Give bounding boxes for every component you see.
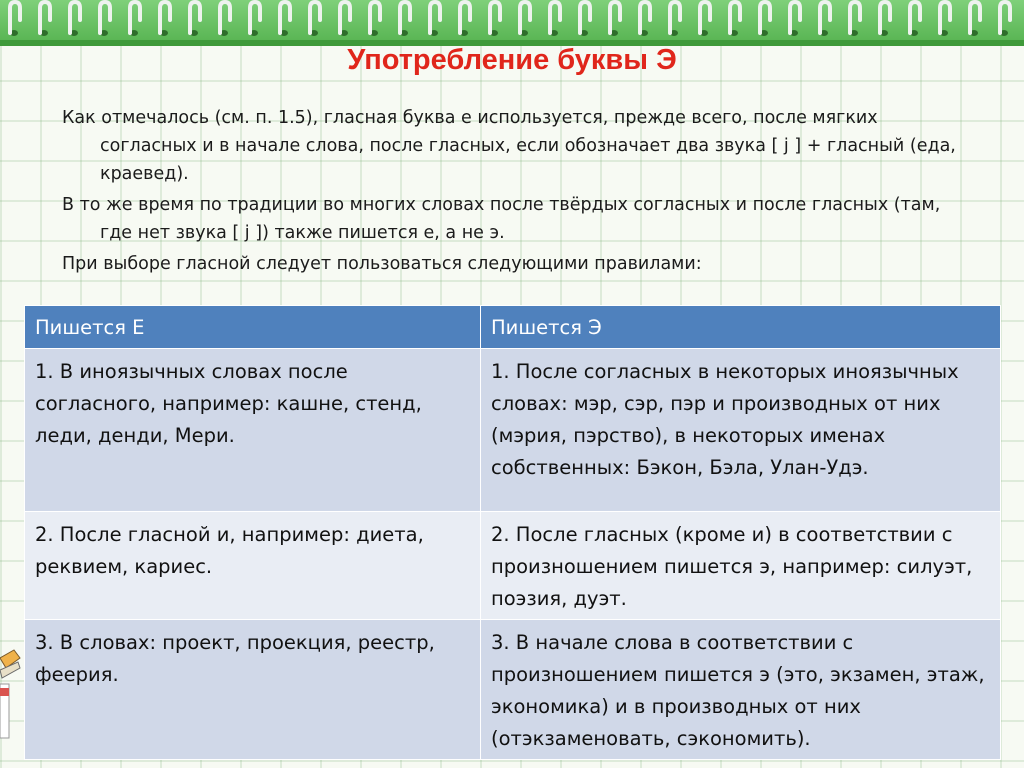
header-pishetsya-e: Пишется Е bbox=[25, 306, 481, 349]
spiral-ring bbox=[310, 2, 320, 33]
table-cell: 1. После согласных в некоторых иноязычных словах: мэр, сэр, пэр и производных от них (мэрия, пэрство), в некоторых именах собственных: Бэкон, Бэла, Улан-Удэ. bbox=[481, 349, 1001, 512]
intro-paragraph-3: При выборе гласной следует пользоваться следующими правилами: bbox=[62, 254, 702, 274]
spiral-ring bbox=[670, 2, 680, 33]
spiral-ring bbox=[940, 2, 950, 33]
spiral-ring bbox=[820, 2, 830, 33]
intro-text bbox=[62, 104, 974, 281]
spiral-ring bbox=[190, 2, 200, 33]
table-cell: 2. После гласной и, например: диета, реквием, кариес. bbox=[25, 512, 481, 620]
spiral-ring bbox=[70, 2, 80, 33]
spiral-ring bbox=[760, 2, 770, 33]
slide-title: Употребление буквы Э bbox=[347, 44, 677, 76]
table-cell: 2. После гласных (кроме и) в соответствии с произношением пишется э, например: силуэт, поэзия, дуэт. bbox=[481, 512, 1001, 620]
spiral-ring bbox=[340, 2, 350, 33]
spiral-ring bbox=[430, 2, 440, 33]
spiral-ring bbox=[1000, 2, 1010, 33]
spiral-ring bbox=[130, 2, 140, 33]
spelling-rules-table bbox=[24, 305, 1001, 760]
spiral-ring bbox=[970, 2, 980, 33]
spiral-ring bbox=[700, 2, 710, 33]
spiral-ring bbox=[640, 2, 650, 33]
spiral-ring bbox=[910, 2, 920, 33]
spiral-ring bbox=[580, 2, 590, 33]
table-row bbox=[25, 620, 1001, 760]
spiral-ring bbox=[220, 2, 230, 33]
spiral-ring bbox=[730, 2, 740, 33]
table-cell: 3. В начале слова в соответствии с произношением пишется э (это, экзамен, этаж, экономика) и в производных от них (отэкзаменовать, сэкономить). bbox=[481, 620, 1001, 760]
intro-paragraph-1: Как отмечалось (см. п. 1.5), гласная буква е используется, прежде всего, после мягких согласных и в начале слова, после гласных, если обозначает два звука [ j ] + гласный (еда, краевед). bbox=[62, 108, 956, 184]
spiral-ring bbox=[460, 2, 470, 33]
spiral-ring bbox=[880, 2, 890, 33]
spiral-ring bbox=[40, 2, 50, 33]
table-cell: 3. В словах: проект, проекция, реестр, феерия. bbox=[25, 620, 481, 760]
spiral-ring bbox=[550, 2, 560, 33]
table-row bbox=[25, 512, 1001, 620]
notebook-spiral-binding bbox=[0, 0, 1024, 44]
spiral-ring bbox=[370, 2, 380, 33]
spiral-ring bbox=[850, 2, 860, 33]
spiral-ring bbox=[100, 2, 110, 33]
spiral-ring bbox=[400, 2, 410, 33]
table-row bbox=[25, 349, 1001, 512]
table-cell: 1. В иноязычных словах после согласного, например: кашне, стенд, леди, денди, Мери. bbox=[25, 349, 481, 512]
pencil-icon bbox=[0, 648, 24, 744]
spiral-ring bbox=[250, 2, 260, 33]
table-header-row bbox=[25, 306, 1001, 349]
spiral-ring bbox=[10, 2, 20, 33]
intro-paragraph-2: В то же время по традиции во многих словах после твёрдых согласных и после гласных (там, где нет звука [ j ]) также пишется е, а не э. bbox=[62, 195, 941, 243]
spiral-ring bbox=[520, 2, 530, 33]
spiral-ring bbox=[790, 2, 800, 33]
header-pishetsya-e-oborotnoe: Пишется Э bbox=[481, 306, 1001, 349]
spiral-ring bbox=[610, 2, 620, 33]
spiral-ring bbox=[280, 2, 290, 33]
spiral-ring bbox=[490, 2, 500, 33]
spiral-ring bbox=[160, 2, 170, 33]
